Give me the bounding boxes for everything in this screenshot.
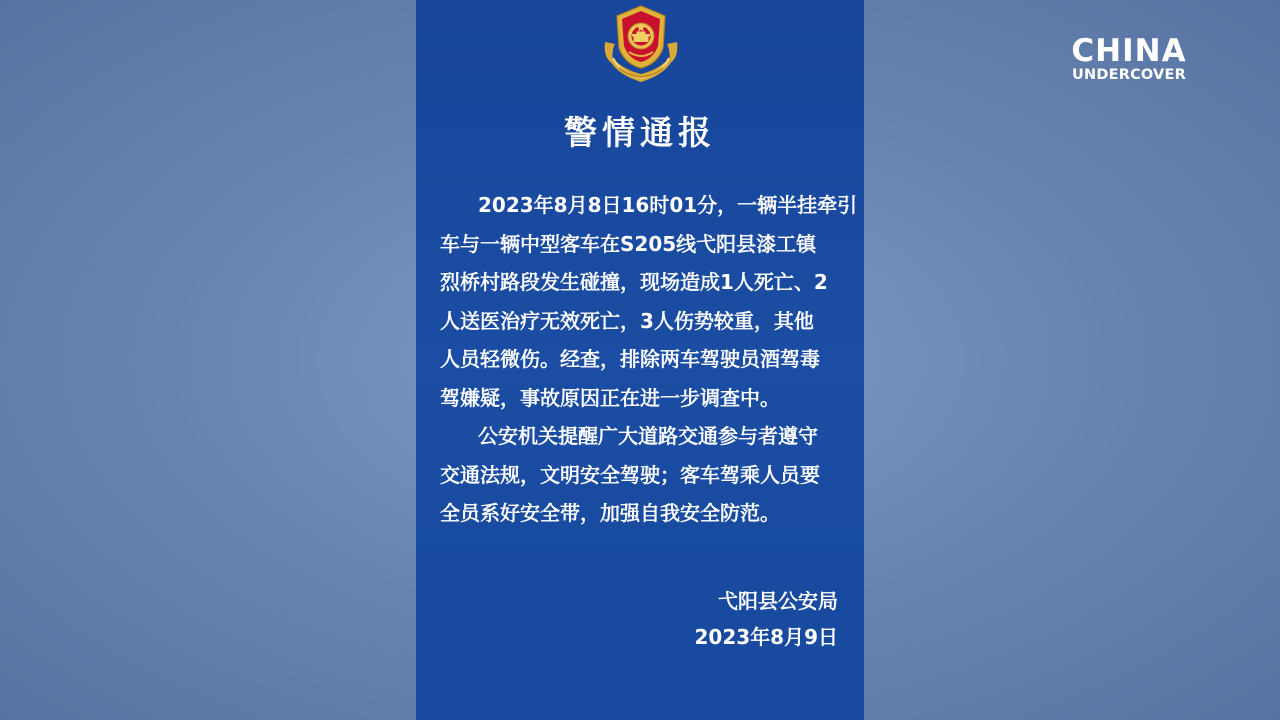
notice-paragraph-1-line: 2023年8月8日16时01分，一辆半挂牵引 <box>478 193 858 217</box>
notice-paragraph-1-line: 人员轻微伤。经查，排除两车驾驶员酒驾毒 <box>440 347 820 371</box>
notice-paragraph-1-line: 烈桥村路段发生碰撞，现场造成1人死亡、2 <box>440 270 828 294</box>
issuer-name: 弋阳县公安局 <box>718 589 838 613</box>
notice-paragraph-1-line: 车与一辆中型客车在S205线弋阳县漆工镇 <box>440 231 817 256</box>
notice-title: 警情通报 <box>564 113 716 152</box>
notice-paragraph-1-line: 人送医治疗无效死亡，3人伤势较重，其他 <box>440 308 814 333</box>
notice-paragraph-2-line: 交通法规，文明安全驾驶；客车驾乘人员要 <box>440 462 820 487</box>
watermark-line-undercover: UNDERCOVER <box>1072 67 1186 83</box>
police-emblem-icon <box>599 2 683 86</box>
notice-paragraph-2-line: 公安机关提醒广大道路交通参与者遵守 <box>478 424 818 448</box>
blurred-background-left <box>0 0 416 720</box>
notice-body <box>440 186 858 533</box>
notice-paragraph-2-line: 全员系好安全带，加强自我安全防范。 <box>440 501 780 525</box>
notice-signature <box>695 583 839 655</box>
issue-date: 2023年8月9日 <box>694 625 838 649</box>
watermark-line-china: CHINA <box>1071 33 1187 69</box>
notice-paragraph-1-line: 驾嫌疑，事故原因正在进一步调查中。 <box>440 385 780 410</box>
blurred-background-right <box>864 0 1280 720</box>
police-notice-panel <box>416 0 864 720</box>
channel-watermark <box>1046 33 1212 83</box>
